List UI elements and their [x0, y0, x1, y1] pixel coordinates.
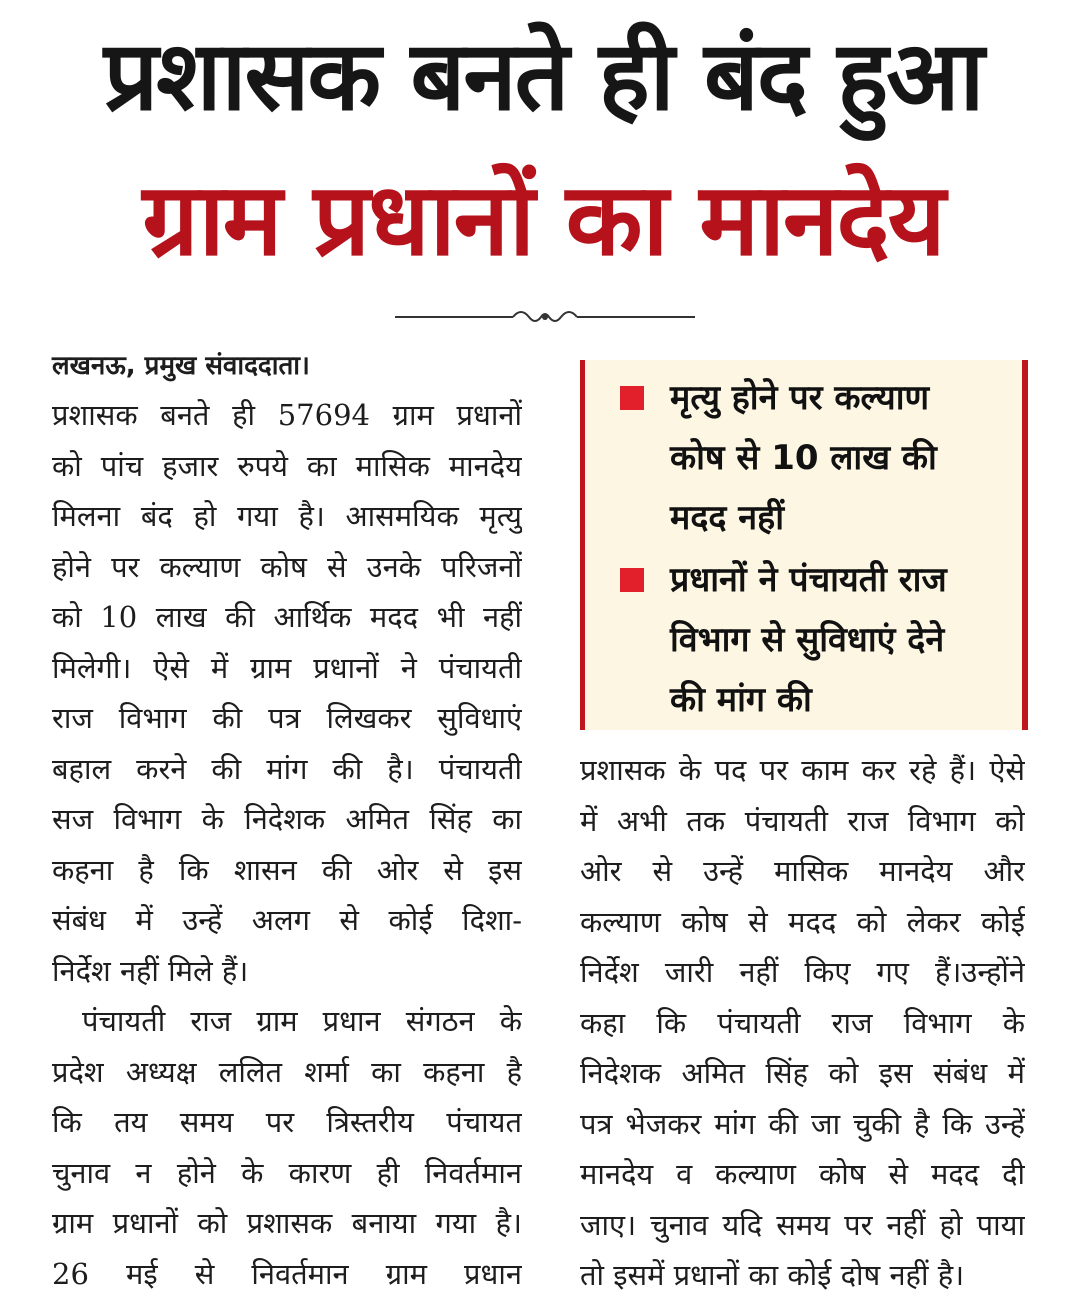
text-line: निदेशक अमित सिंह को इस संबंध में — [580, 1056, 1025, 1090]
text-line: बहाल करने की मांग की है। पंचायती — [52, 751, 522, 786]
left-column — [52, 342, 522, 1299]
highlight-line: मदद नहीं — [670, 498, 785, 538]
text-line: संबंध में उन्हें अलग से कोई दिशा- — [52, 903, 522, 937]
highlight-line: की मांग की — [670, 680, 812, 720]
text-line: प्रशासक के पद पर काम कर रहे हैं। ऐसे — [580, 753, 1025, 787]
highlight-box — [580, 360, 1028, 730]
headline-line-1: प्रशासक बनते ही बंद हुआ — [103, 20, 983, 132]
text-line: में अभी तक पंचायती राज विभाग को — [580, 803, 1025, 838]
square-bullet-icon — [620, 386, 644, 410]
text-line: राज विभाग की पत्र लिखकर सुविधाएं — [52, 701, 522, 735]
text-line: प्रशासक बनते ही 57694 ग्राम प्रधानों — [52, 398, 522, 432]
text-line: कल्याण कोष से मदद को लेकर कोई — [580, 904, 1025, 939]
text-line: चुनाव न होने के कारण ही निवर्तमान — [52, 1155, 522, 1190]
right-column — [580, 745, 1025, 1301]
text-line: 26 मई से निवर्तमान ग्राम प्रधान — [52, 1256, 522, 1291]
text-line: मिलेगी। ऐसे में ग्राम प्रधानों ने पंचायती — [52, 650, 522, 685]
text-line: निर्देश जारी नहीं किए गए हैं।उन्होंने — [580, 955, 1025, 989]
text-line: कहा कि पंचायती राज विभाग के — [580, 1005, 1025, 1040]
headline-line-2: ग्राम प्रधानों का मानदेय — [142, 161, 944, 278]
text-line: सज विभाग के निदेशक अमित सिंह का — [52, 802, 522, 836]
square-bullet-icon — [620, 568, 644, 592]
text-line: मानदेय व कल्याण कोष से मदद दी — [580, 1157, 1025, 1191]
text-line: निर्देश नहीं मिले हैं। — [52, 953, 249, 988]
text-line: कहना है कि शासन की ओर से इस — [52, 852, 522, 887]
text-line: जाए। चुनाव यदि समय पर नहीं हो पाया — [580, 1207, 1025, 1242]
left-paragraph-2 — [52, 996, 522, 1299]
dateline: लखनऊ, प्रमुख संवाददाता। — [52, 351, 310, 381]
text-line: तो इसमें प्रधानों का कोई दोष नहीं है। — [580, 1258, 965, 1292]
text-line: पत्र भेजकर मांग की जा चुकी है कि उन्हें — [580, 1106, 1025, 1141]
highlight-item-1 — [610, 368, 1010, 548]
left-paragraph-1 — [52, 390, 522, 996]
highlight-line: मृत्यु होने पर कल्याण — [670, 378, 930, 418]
text-line: ग्राम प्रधानों को प्रशासक बनाया गया है। — [52, 1206, 522, 1240]
text-line: कि तय समय पर त्रिस्तरीय पंचायत — [52, 1105, 522, 1139]
highlight-line: विभाग से सुविधाएं देने — [670, 620, 945, 660]
text-line: को 10 लाख की आर्थिक मदद भी नहीं — [52, 600, 522, 634]
text-line: को पांच हजार रुपये का मासिक मानदेय — [52, 448, 522, 483]
text-line: ओर से उन्हें मासिक मानदेय और — [580, 854, 1025, 888]
highlight-line: कोष से 10 लाख की — [670, 438, 937, 478]
highlight-line: प्रधानों ने पंचायती राज — [670, 560, 947, 600]
divider-ornament — [395, 305, 695, 329]
highlight-item-2 — [610, 550, 1010, 730]
text-line: मिलना बंद हो गया है। आसमयिक मृत्यु — [52, 499, 522, 533]
text-line: होने पर कल्याण कोष से उनके परिजनों — [52, 549, 522, 584]
text-line: पंचायती राज ग्राम प्रधान संगठन के — [82, 1004, 522, 1038]
text-line: प्रदेश अध्यक्ष ललित शर्मा का कहना है — [52, 1054, 522, 1089]
